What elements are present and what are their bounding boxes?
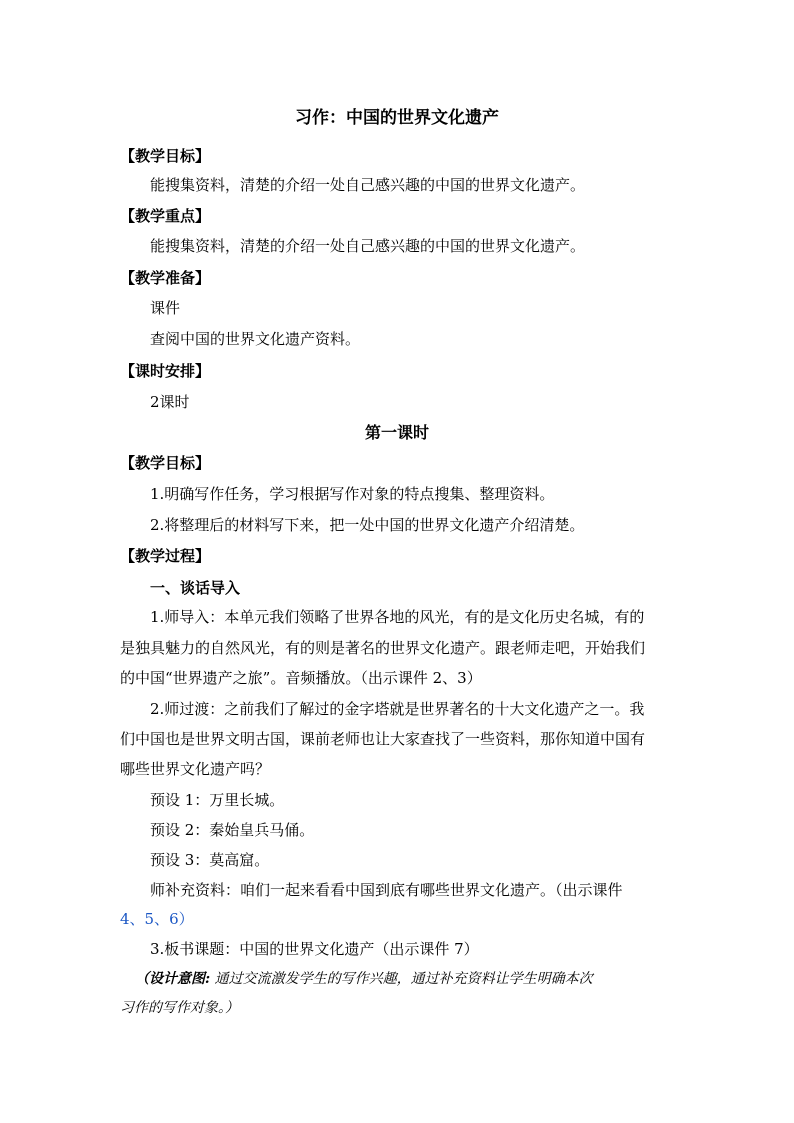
lesson-goal-1: 1.明确写作任务，学习根据写作对象的特点搜集、整理资料。 [150,485,555,503]
design-intent-line-2: 习作的写作对象。） [120,1000,239,1016]
process-subheading-1: 一、谈话导入 [150,579,241,597]
paragraph-1-line-3: 的中国“世界遗产之旅”。音频播放。（出示课件 2、3） [120,669,482,687]
paragraph-2-line-2: 们中国也是世界文明古国，课前老师也让大家查找了一些资料，那你知道中国有 [120,730,646,748]
section-heading-process: 【教学过程】 [120,547,211,565]
section-heading-goals: 【教学目标】 [120,147,211,165]
paragraph-1-line-2: 是独具魅力的自然风光，有的则是著名的世界文化遗产。跟老师走吧，开始我们 [120,639,646,657]
prep-line-2: 查阅中国的世界文化遗产资料。 [150,330,361,348]
design-intent-text: 通过交流激发学生的写作兴趣，通过补充资料让学生明确本次 [210,971,593,987]
section-heading-schedule: 【课时安排】 [120,362,211,380]
focus-text: 能搜集资料，清楚的介绍一处自己感兴趣的中国的世界文化遗产。 [150,237,586,255]
paragraph-1-line-1: 1.师导入：本单元我们领略了世界各地的风光，有的是文化历史名城，有的 [150,608,645,626]
prep-line-1: 课件 [150,299,181,317]
section-heading-lesson-goals: 【教学目标】 [120,454,211,472]
paragraph-2-line-1: 2.师过渡：之前我们了解过的金字塔就是世界著名的十大文化遗产之一。我 [150,700,645,718]
paragraph-4: 3.板书课题：中国的世界文化遗产（出示课件 7） [150,940,479,958]
design-intent-label: （设计意图: [135,971,211,987]
preset-2: 预设 2：秦始皇兵马俑。 [150,821,315,839]
preset-1: 预设 1：万里长城。 [150,791,285,809]
paragraph-3-line-2: 4、5、6） [120,910,194,928]
document-title: 习作：中国的世界文化遗产 [295,108,499,128]
goals-text: 能搜集资料，清楚的介绍一处自己感兴趣的中国的世界文化遗产。 [150,176,586,194]
lesson-goal-2: 2.将整理后的材料写下来，把一处中国的世界文化遗产介绍清楚。 [150,516,585,534]
section-heading-prep: 【教学准备】 [120,269,211,287]
preset-3: 预设 3：莫高窟。 [150,851,270,869]
paragraph-3-line-1: 师补充资料：咱们一起来看看中国到底有哪些世界文化遗产。（出示课件 [150,881,623,899]
schedule-text: 2课时 [150,393,190,411]
section-heading-focus: 【教学重点】 [120,207,211,225]
design-intent-line-1 [135,969,680,989]
lesson-title: 第一课时 [364,423,429,442]
paragraph-2-line-3: 哪些世界文化遗产吗？ [120,760,271,778]
